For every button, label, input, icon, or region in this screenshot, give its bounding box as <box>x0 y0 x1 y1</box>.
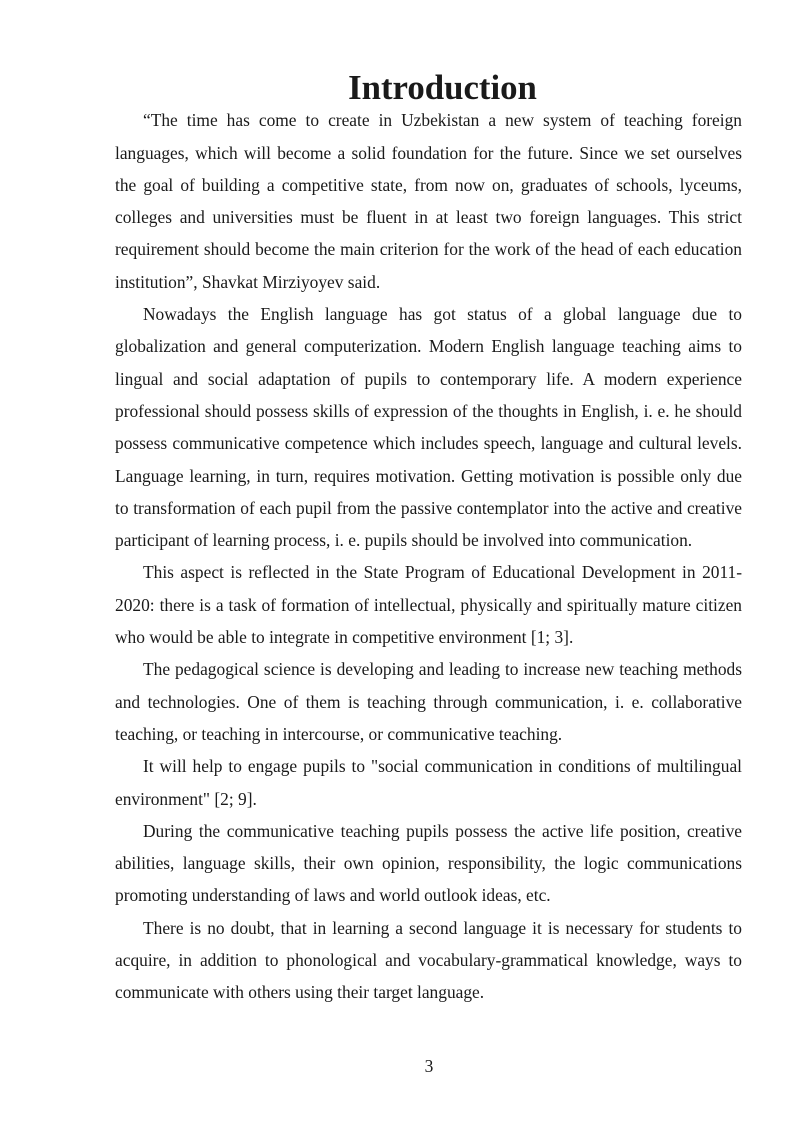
paragraph-second-language: There is no doubt, that in learning a second language it is necessary for students to acquire, in addition to phonological and vocabulary-grammatical knowledge, ways to communicate with others using their target language. <box>115 917 742 1003</box>
body-text <box>115 68 742 1009</box>
paragraph-communicative-teaching: During the communicative teaching pupils possess the active life position, creative abilities, language skills, their own opinion, responsibility, the logic communications promoting understanding of laws and world outlook ideas, etc. <box>115 820 742 906</box>
paragraph-social-communication: It will help to engage pupils to "social communication in conditions of multilingual environment" [2; 9]. <box>115 756 742 809</box>
paragraph-quote: “The time has come to create in Uzbekistan a new system of teaching foreign languages, which will become a solid foundation for the future. Since we set ourselves the goal of building a competitive state, from now on, graduates of schools, lyceums, colleges and universities must be fluent in at least two foreign languages. This strict requirement should become the main criterion for the work of the head of each education institution”, Shavkat Mirziyoyev said. <box>115 110 742 292</box>
page-number: 3 <box>424 1056 434 1076</box>
paragraph-pedagogical-science: The pedagogical science is developing and leading to increase new teaching methods and technologies. One of them is teaching through communication, i. e. collaborative teaching, or teaching in intercourse, or communicative teaching. <box>115 659 742 744</box>
paragraph-state-program: This aspect is reflected in the State Program of Educational Development in 2011-2020: there is a task of formation of intellectual, physically and spiritually mature citizen who would be able to integrate in competitive environment [1; 3]. <box>115 562 742 648</box>
paragraph-english-status: Nowadays the English language has got status of a global language due to globalization and general computerization. Modern English language teaching aims to lingual and social adaptation of pupils to contemporary life. A modern experience professional should possess skills of expression of the thoughts in English, i. e. he should possess communicative competence which includes speech, language and cultural levels. Language learning, in turn, requires motivation. Getting motivation is possible only due to transformation of each pupil from the passive contemplator into the active and creative participant of learning process, i. e. pupils should be involved into communication. <box>115 304 742 551</box>
section-heading: Introduction <box>348 68 537 107</box>
